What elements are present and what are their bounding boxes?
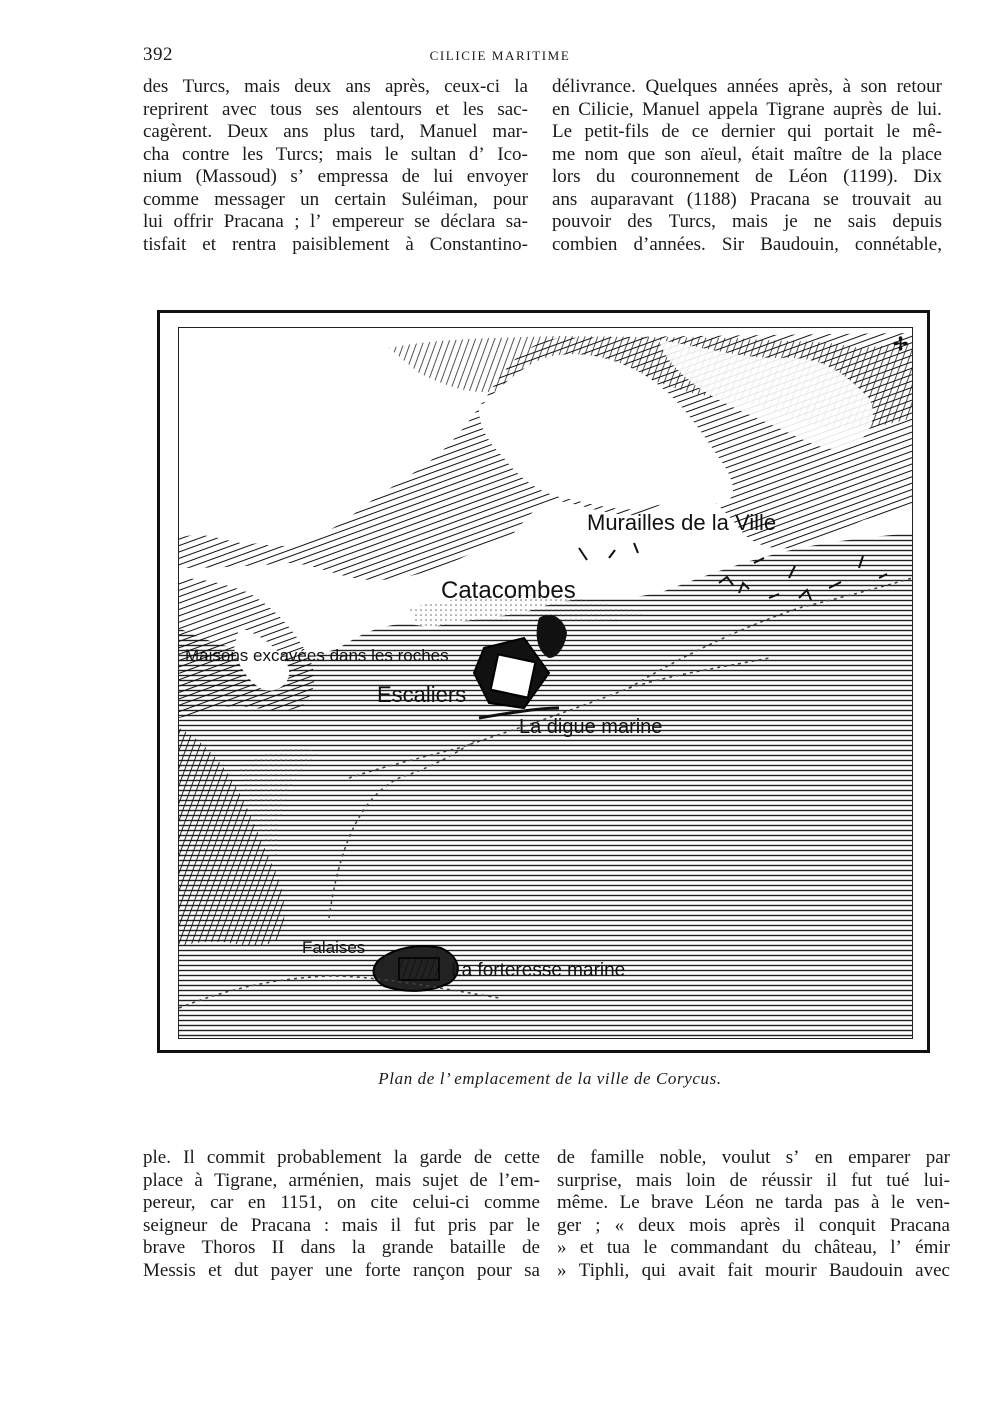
label-digue: La digue marine <box>519 716 663 738</box>
text-line: ple. Il commit probablement la garde de cette <box>143 1147 540 1168</box>
text-line: tisfait et rentra paisiblement à Constantino- <box>143 233 528 255</box>
citadel-keep <box>491 654 536 697</box>
page-number: 392 <box>143 44 173 65</box>
text-line: des Turcs, mais deux ans après, ceux-ci la <box>143 76 528 97</box>
text-line: comme messager un certain Suléiman, pour <box>143 188 528 210</box>
text-line: pereur, car en 1151, on cite celui-ci comme <box>143 1192 540 1213</box>
running-head: CILICIE MARITIME <box>429 48 571 63</box>
text-line: lui offrir Pracana ; l’ empereur se déclara sa- <box>143 211 528 232</box>
text-line: lors du couronnement de Léon (1199). Dix <box>552 166 942 187</box>
text-line: combien d’années. Sir Baudouin, connétable, <box>552 233 942 255</box>
label-murailles: Murailles de la Ville <box>587 510 777 535</box>
map-illustration <box>179 328 912 1038</box>
text-column-top-left <box>143 76 528 256</box>
text-line: me nom que son aïeul, était maître de la place <box>552 143 942 165</box>
text-line: pouvoir des Turcs, mais je ne sais depuis <box>552 211 942 232</box>
text-column-bottom-right <box>557 1147 950 1282</box>
text-column-top-right <box>552 76 942 256</box>
text-line: cha contre les Turcs; mais le sultan d’ Ico- <box>143 143 528 165</box>
text-line: reprirent avec tous ses alentours et les sac- <box>143 98 528 120</box>
text-line: délivrance. Quelques années après, à son retour <box>552 76 942 97</box>
text-line: cagèrent. Deux ans plus tard, Manuel mar- <box>143 121 528 142</box>
text-line: brave Thoros II dans la grande bataille de <box>143 1237 540 1258</box>
label-forteresse: La forteresse marine <box>451 960 626 981</box>
text-line: Le petit-fils de ce dernier qui portait le mê- <box>552 121 942 142</box>
text-line: en Cilicie, Manuel appela Tigrane auprès de lui. <box>552 98 942 120</box>
text-line: place à Tigrane, arménien, mais sujet de l’em- <box>143 1169 540 1191</box>
map-plate <box>178 327 913 1039</box>
text-column-bottom-left <box>143 1147 540 1282</box>
text-line: ger ; « deux mois après il conquit Pracana <box>557 1214 950 1236</box>
label-falaises: Falaises <box>302 938 366 957</box>
text-line: ans auparavant (1188) Pracana se trouvait au <box>552 188 942 210</box>
text-line: de famille noble, voulut s’ en emparer par <box>557 1147 950 1168</box>
map-figure <box>157 310 930 1053</box>
label-escaliers: Escaliers <box>377 682 467 707</box>
label-catacombes: Catacombes <box>441 577 576 604</box>
sea-fortress-keep <box>399 958 439 980</box>
text-line: » Tiphli, qui avait fait mourir Baudouin avec <box>557 1259 950 1281</box>
text-line: seigneur de Pracana : mais il fut pris par le <box>143 1214 540 1236</box>
text-line: » et tua le commandant du château, l’ émir <box>557 1237 950 1258</box>
text-line: nium (Massoud) s’ empressa de lui envoyer <box>143 166 528 187</box>
figure-caption: Plan de l’ emplacement de la ville de Corycus. <box>378 1069 722 1088</box>
text-line: surprise, mais loin de réussir il fut tué lui- <box>557 1169 950 1191</box>
compass-icon: ✢ <box>893 334 909 354</box>
label-maisons: Maisons excavées dans les roches <box>185 646 449 665</box>
text-line: même. Le brave Léon ne tarda pas à le ven- <box>557 1192 950 1213</box>
text-line: Messis et dut payer une forte rançon pour sa <box>143 1259 540 1281</box>
